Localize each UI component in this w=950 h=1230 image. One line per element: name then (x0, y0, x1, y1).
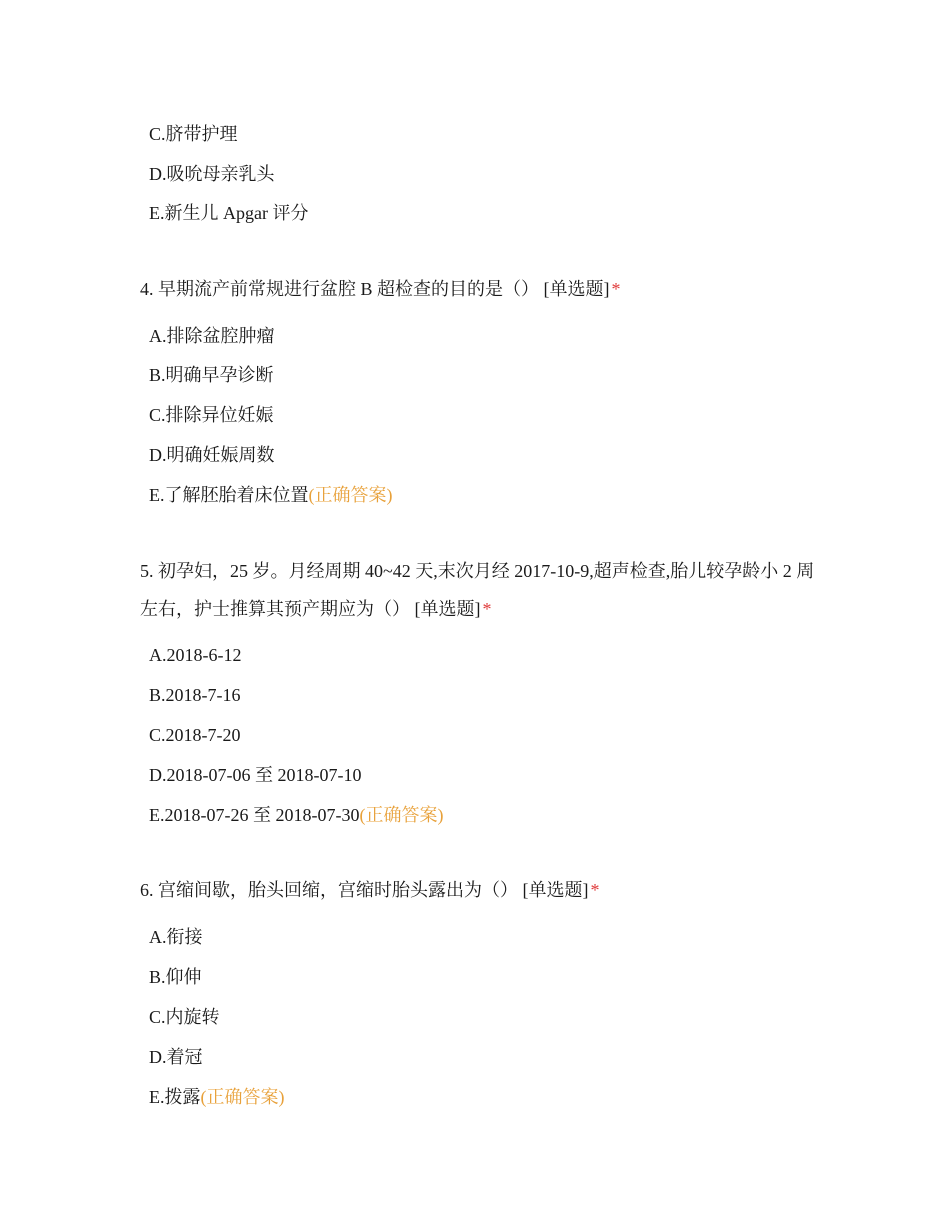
q4-option-d: D.明确妊娠周数 (149, 445, 275, 465)
q5-option-c: C.2018-7-20 (149, 725, 241, 745)
q5-option-a: A.2018-6-12 (149, 645, 242, 665)
q6-option-e (149, 1086, 285, 1108)
q3-option-e: E.新生儿 Apgar 评分 (149, 203, 309, 223)
option-text: E.了解胚胎着床位置 (149, 485, 309, 505)
q3-option-c: C.脐带护理 (149, 124, 238, 144)
question-5-stem (140, 552, 820, 628)
option-text: E.2018-07-26 至 2018-07-30 (149, 805, 360, 825)
q4-option-c: C.排除异位妊娠 (149, 405, 274, 425)
q5-option-d: D.2018-07-06 至 2018-07-10 (149, 765, 362, 785)
question-5-text: 5. 初孕妇，25 岁。月经周期 40~42 天,末次月经 2017-10-9,超声检查,胎儿较孕龄小 2 周左右，护士推算其预产期应为（） [单选题] (140, 561, 815, 619)
q6-option-d: D.着冠 (149, 1047, 203, 1067)
question-4-stem (140, 270, 820, 308)
q5-option-b: B.2018-7-16 (149, 685, 241, 705)
required-mark: * (611, 279, 621, 299)
option-text: E.拨露 (149, 1087, 201, 1107)
q4-option-b: B.明确早孕诊断 (149, 365, 274, 385)
question-6-stem (140, 871, 820, 909)
required-mark: * (482, 599, 492, 619)
q4-option-a: A.排除盆腔肿瘤 (149, 326, 275, 346)
q5-option-e (149, 804, 443, 826)
q4-option-e (149, 484, 393, 506)
correct-answer-tag: (正确答案) (200, 1087, 285, 1107)
q6-option-b: B.仰伸 (149, 967, 202, 987)
q6-option-c: C.内旋转 (149, 1007, 220, 1027)
q6-option-a: A.衔接 (149, 927, 203, 947)
q3-option-d: D.吸吮母亲乳头 (149, 164, 275, 184)
question-6-text: 6. 宫缩间歇，胎头回缩，宫缩时胎头露出为（） [单选题] (140, 880, 589, 900)
question-4-text: 4. 早期流产前常规进行盆腔 B 超检查的目的是（） [单选题] (140, 279, 610, 299)
required-mark: * (590, 880, 600, 900)
correct-answer-tag: (正确答案) (359, 805, 444, 825)
correct-answer-tag: (正确答案) (308, 485, 393, 505)
